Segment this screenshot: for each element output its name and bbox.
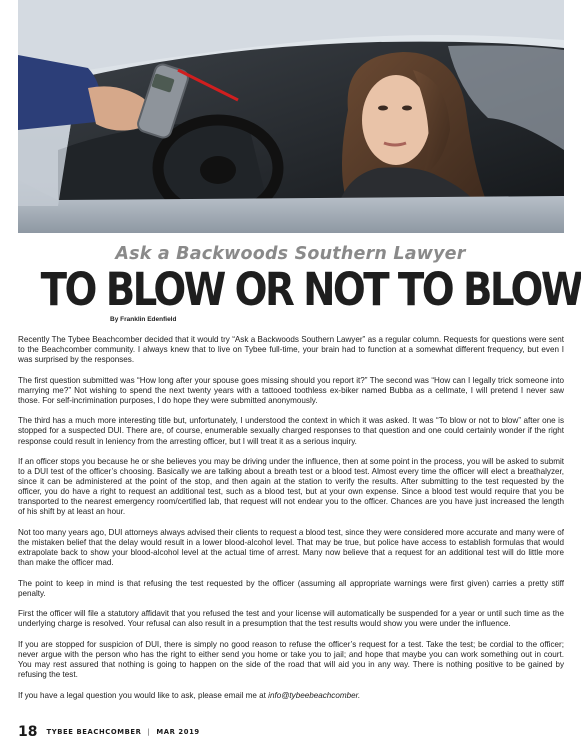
footer-separator: | [147,728,151,736]
breathalyzer-photo-illustration [18,0,564,233]
body-paragraph: First the officer will file a statutory affidavit that you refused the test and your license will automatically be suspended for a year or until such time as the underlying charge is resolved. Your refusal can also result in a presumption that the test results would show you were under the influence. [18,609,564,629]
body-paragraph: Recently The Tybee Beachcomber decided that it would try “Ask a Backwoods Southern Lawyer” as a regular column. Requests for questions were sent to the Beachcomber community. I always knew that to live on Tybee full-time, your brain had to function at a somewhat different frequency, but even I was surprised by the responses. [18,335,564,365]
issue-date: MAR 2019 [156,728,200,736]
article-byline: By Franklin Edenfield [110,316,177,323]
woman-eye-left [378,106,388,111]
woman-face [362,75,430,165]
article-body [18,335,564,701]
body-paragraph: If an officer stops you because he or she believes you may be driving under the influence, then at some point in the process, you will be asked to submit to a DUI test of the officer’s choosing. Basically we are talking about a breath test or a blood test. Almost every time the officer will elect a breathalyzer, since it can be administered at the point of the stop, and then again at the station to verify the results. After submitting to the test requested by the officer, you do have a right to request an additional test, such as a blood test, but at your own expense. Since a blood test would require that you be transported to the nearest emergency room/certified lab, that request will not endear you to the officer. Chances are you have just increased the length of his shift by at least an hour. [18,457,564,517]
contact-email-link[interactable]: info@tybeebeachcomber. [268,690,361,700]
body-paragraph: The point to keep in mind is that refusing the test requested by the officer (assuming all appropriate warnings were first given) carries a pretty stiff penalty. [18,578,564,598]
body-paragraph: The first question submitted was “How long after your spouse goes missing should you report it?” The second was “How can I legally trick someone into marrying me?” Not wishing to spend the next twenty years with a tattooed toothless ex-biker named Bubba as a cellmate, I will pretend I never saw those. For self-incrimination purposes, I do hope they were submitted anonymously. [18,375,564,405]
body-paragraph: Not too many years ago, DUI attorneys always advised their clients to request a blood test, since they were considered more accurate and many were of the mistaken belief that the delay would result in a lower blood-alcohol level. That may be true, but police have access to establish formulas that would extrapolate back to show your blood-alcohol level at the actual time of arrest. Many now believe that a request for an additional test will do little more than make the officer mad. [18,527,564,568]
article-photo [18,0,564,233]
column-kicker: Ask a Backwoods Southern Lawyer [115,244,466,264]
body-paragraph: The third has a much more interesting title but, unfortunately, I understood the context in which it was asked. It was “To blow or not to blow” after one is stopped for a suspected DUI. There are, of course, enumerable sexually charged responses to that question and one could certainly wonder if the right response could result in leniency from the arresting officer, but I will treat it as a serious inquiry. [18,416,564,446]
page-number: 18 [18,724,38,740]
body-paragraph: If you are stopped for suspicion of DUI, there is simply no good reason to refuse the officer’s request for a test. Take the test; be cordial to the officer; never argue with the person who has the right to either send you home or take you to jail; and hope that maybe you can work something out in court. You may rest assured that nothing is going to happen on the side of the road that will aid you in any way. There is nothing positive to be gained by refusing the test. [18,639,564,680]
article-headline: TO BLOW OR NOT TO BLOW [40,263,581,316]
woman-eye-right [402,106,412,111]
publication-name: TYBEE BEACHCOMBER [46,728,142,736]
page-footer [18,724,200,740]
closing-paragraph [18,691,564,701]
closing-text: If you have a legal question you would like to ask, please email me at [18,690,269,700]
steering-hub [200,156,236,184]
